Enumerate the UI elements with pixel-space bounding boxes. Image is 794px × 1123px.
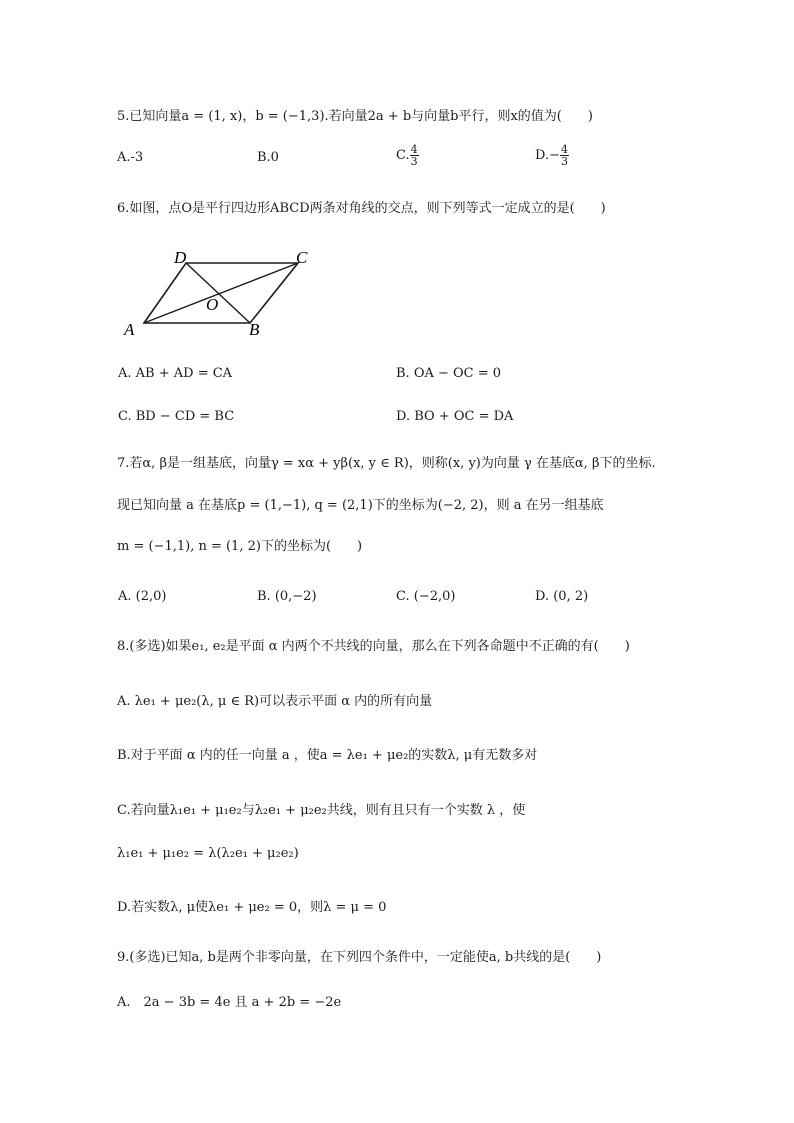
vertex-label-a: A [124, 320, 135, 338]
parallelogram-figure [118, 243, 328, 338]
q6-stem: 6.如图，点O是平行四边形ABCD两条对角线的交点，则下列等式一定成立的是( ) [117, 201, 606, 216]
vertex-label-c: C [296, 248, 308, 267]
vertex-label-d: D [174, 248, 187, 267]
q5-option-c-fraction: $\frac{4}{3}$ [410, 143, 418, 168]
q8-option-b: B.对于平面 α 内的任一向量 a ，使a = λe₁ + μe₂的实数λ, μ有无数多对 [117, 748, 538, 763]
q6-option-c: C. BD − CD = BC [118, 409, 235, 424]
vertex-label-b: B [249, 320, 260, 338]
diagonal-bd [186, 263, 250, 323]
q6-option-a: A. AB + AD = CA [118, 366, 233, 381]
center-label-o: O [206, 295, 219, 314]
q6-option-d: D. BO + OC = DA [396, 409, 514, 424]
q7-option-c: C. (−2,0) [396, 589, 456, 604]
q5-option-c [396, 144, 419, 167]
q5-option-c-label: C. [396, 148, 410, 163]
q7-option-a: A. (2,0) [118, 589, 167, 604]
q9-stem: 9.(多选)已知a, b是两个非零向量，在下列四个条件中，一定能使a, b共线的是( ) [117, 950, 602, 965]
q5-option-b: B.0 [257, 150, 279, 165]
q7-stem-line2: 现已知向量 a 在基底p = (1,−1), q = (2,1)下的坐标为(−2, 2)，则 a 在另一组基底 [117, 498, 604, 513]
q8-option-c-line1: C.若向量λ₁e₁ + μ₁e₂与λ₂e₁ + μ₂e₂共线，则有且只有一个实数 λ ，使 [117, 803, 526, 818]
q5-option-a: A.-3 [117, 150, 144, 165]
q8-option-c-line2: λ₁e₁ + μ₁e₂ = λ(λ₂e₁ + μ₂e₂) [117, 846, 299, 861]
q7-option-d: D. (0, 2) [535, 589, 589, 604]
q5-option-d-label: D.− [535, 148, 560, 163]
q8-stem: 8.(多选)如果e₁, e₂是平面 α 内两个不共线的向量，那么在下列各命题中不正确的有( ) [117, 639, 630, 654]
q8-option-d: D.若实数λ, μ使λe₁ + μe₂ = 0，则λ = μ = 0 [117, 900, 387, 915]
q6-option-b: B. OA − OC = 0 [396, 366, 502, 381]
q5-option-d-fraction: $\frac{4}{3}$ [560, 143, 568, 168]
q5-option-d [535, 144, 569, 167]
q5-stem: 5.已知向量a = (1, x)，b = (−1,3).若向量2a + b与向量b平行，则x的值为( ) [117, 109, 593, 124]
q7-stem-line1: 7.若α, β是一组基底，向量γ = xα + yβ(x, y ∈ R)，则称(x, y)为向量 γ 在基底α, β下的坐标. [117, 456, 656, 471]
q9-option-a: A. 2a − 3b = 4e 且 a + 2b = −2e [117, 995, 342, 1010]
q8-option-a: A. λe₁ + μe₂(λ, μ ∈ R)可以表示平面 α 内的所有向量 [117, 694, 433, 709]
q7-option-b: B. (0,−2) [257, 589, 317, 604]
q7-stem-line3: m = (−1,1), n = (1, 2)下的坐标为( ) [117, 539, 363, 554]
